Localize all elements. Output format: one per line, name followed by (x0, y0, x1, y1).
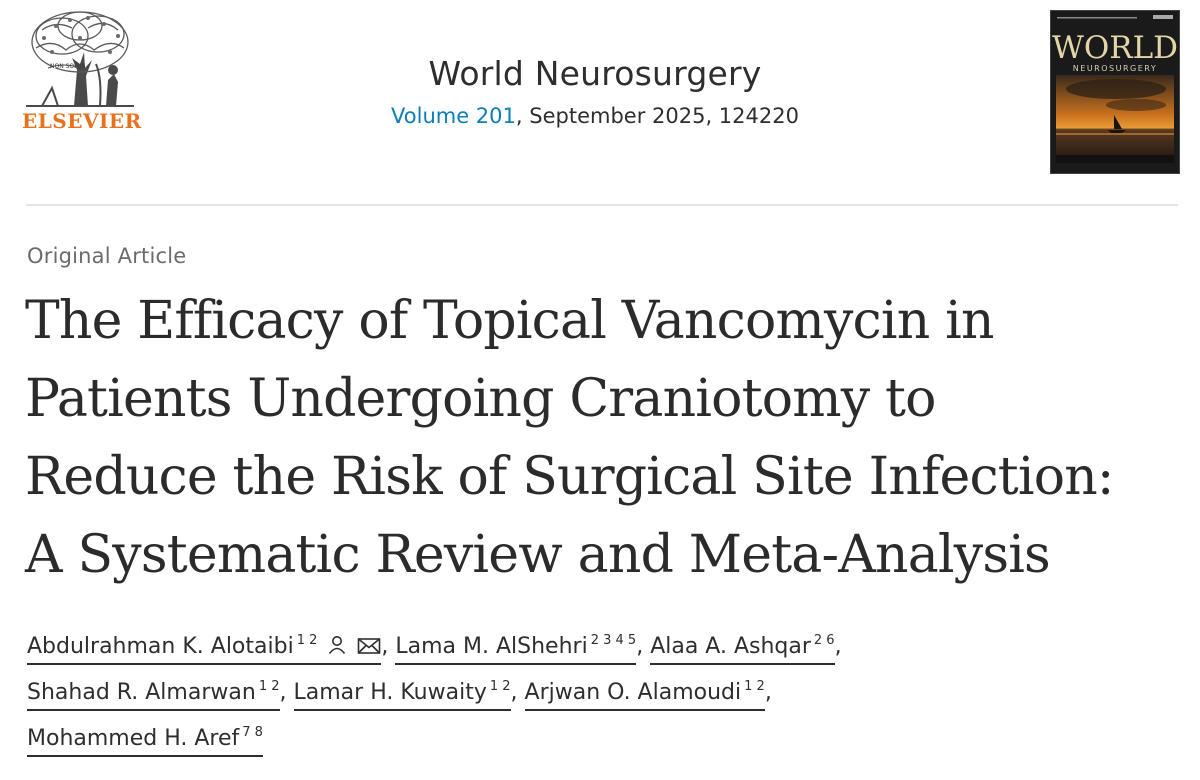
author-link[interactable]: Arjwan O. Alamoudi $^{1 2}$ (525, 674, 765, 711)
author-link[interactable]: Lama M. AlShehri $^{2 3 4 5}$ (395, 628, 636, 665)
author-link[interactable]: Shahad R. Almarwan $^{1 2}$ (27, 674, 280, 711)
cover-subtitle: NEUROSURGERY (1072, 64, 1158, 73)
affiliation-refs[interactable]: 1 2 (744, 679, 765, 694)
author-link[interactable]: Abdulrahman K. Alotaibi $^{1 2}$ (27, 628, 381, 665)
affiliation-refs[interactable]: 2 3 4 5 (590, 633, 637, 648)
title-line: Patients Undergoing Craniotomy to (25, 369, 936, 429)
title-line: Reduce the Risk of Surgical Site Infection: (25, 447, 1114, 507)
author-link[interactable]: Lamar H. Kuwaity $^{1 2}$ (294, 674, 511, 711)
logo-motto: NON SOLUS (50, 63, 86, 70)
author-separator: , (834, 634, 842, 659)
journal-cover-image[interactable] (1050, 10, 1180, 174)
envelope-icon[interactable] (357, 637, 381, 655)
journal-title-link[interactable]: World Neurosurgery (428, 54, 762, 93)
title-line: The Efficacy of Topical Vancomycin in (25, 291, 994, 351)
author-separator: , (764, 680, 772, 705)
journal-info (300, 52, 890, 128)
affiliation-refs[interactable]: 2 6 (813, 633, 835, 648)
affiliation-refs[interactable]: 1 2 (489, 679, 511, 694)
cover-title: WORLD (1051, 30, 1179, 66)
journal-header (0, 0, 1200, 205)
article-title (25, 282, 1185, 594)
author-list (27, 628, 1027, 766)
title-line: A Systematic Review and Meta-Analysis (25, 525, 1050, 585)
person-icon[interactable] (327, 635, 347, 655)
affiliation-refs[interactable]: 7 8 (242, 725, 263, 740)
header-divider (26, 204, 1178, 206)
author-link[interactable]: Alaa A. Ashqar $^{2 6}$ (650, 628, 834, 665)
issue-details: , September 2025, 124220 (515, 104, 799, 128)
volume-link[interactable]: Volume 201 (391, 104, 516, 128)
journal-issue-info (300, 104, 890, 128)
affiliation-refs[interactable]: 1 2 (258, 679, 280, 694)
author-separator: , (279, 680, 287, 705)
cover-sunset-art (1056, 75, 1174, 163)
author-separator: , (510, 680, 518, 705)
author-separator: , (636, 634, 644, 659)
author-link[interactable]: Mohammed H. Aref $^{7 8}$ (27, 720, 263, 757)
author-separator: , (381, 634, 389, 659)
publisher-name: ELSEVIER (22, 109, 142, 133)
article-type: Original Article (27, 244, 187, 268)
affiliation-refs[interactable]: 1 2 (296, 633, 318, 648)
